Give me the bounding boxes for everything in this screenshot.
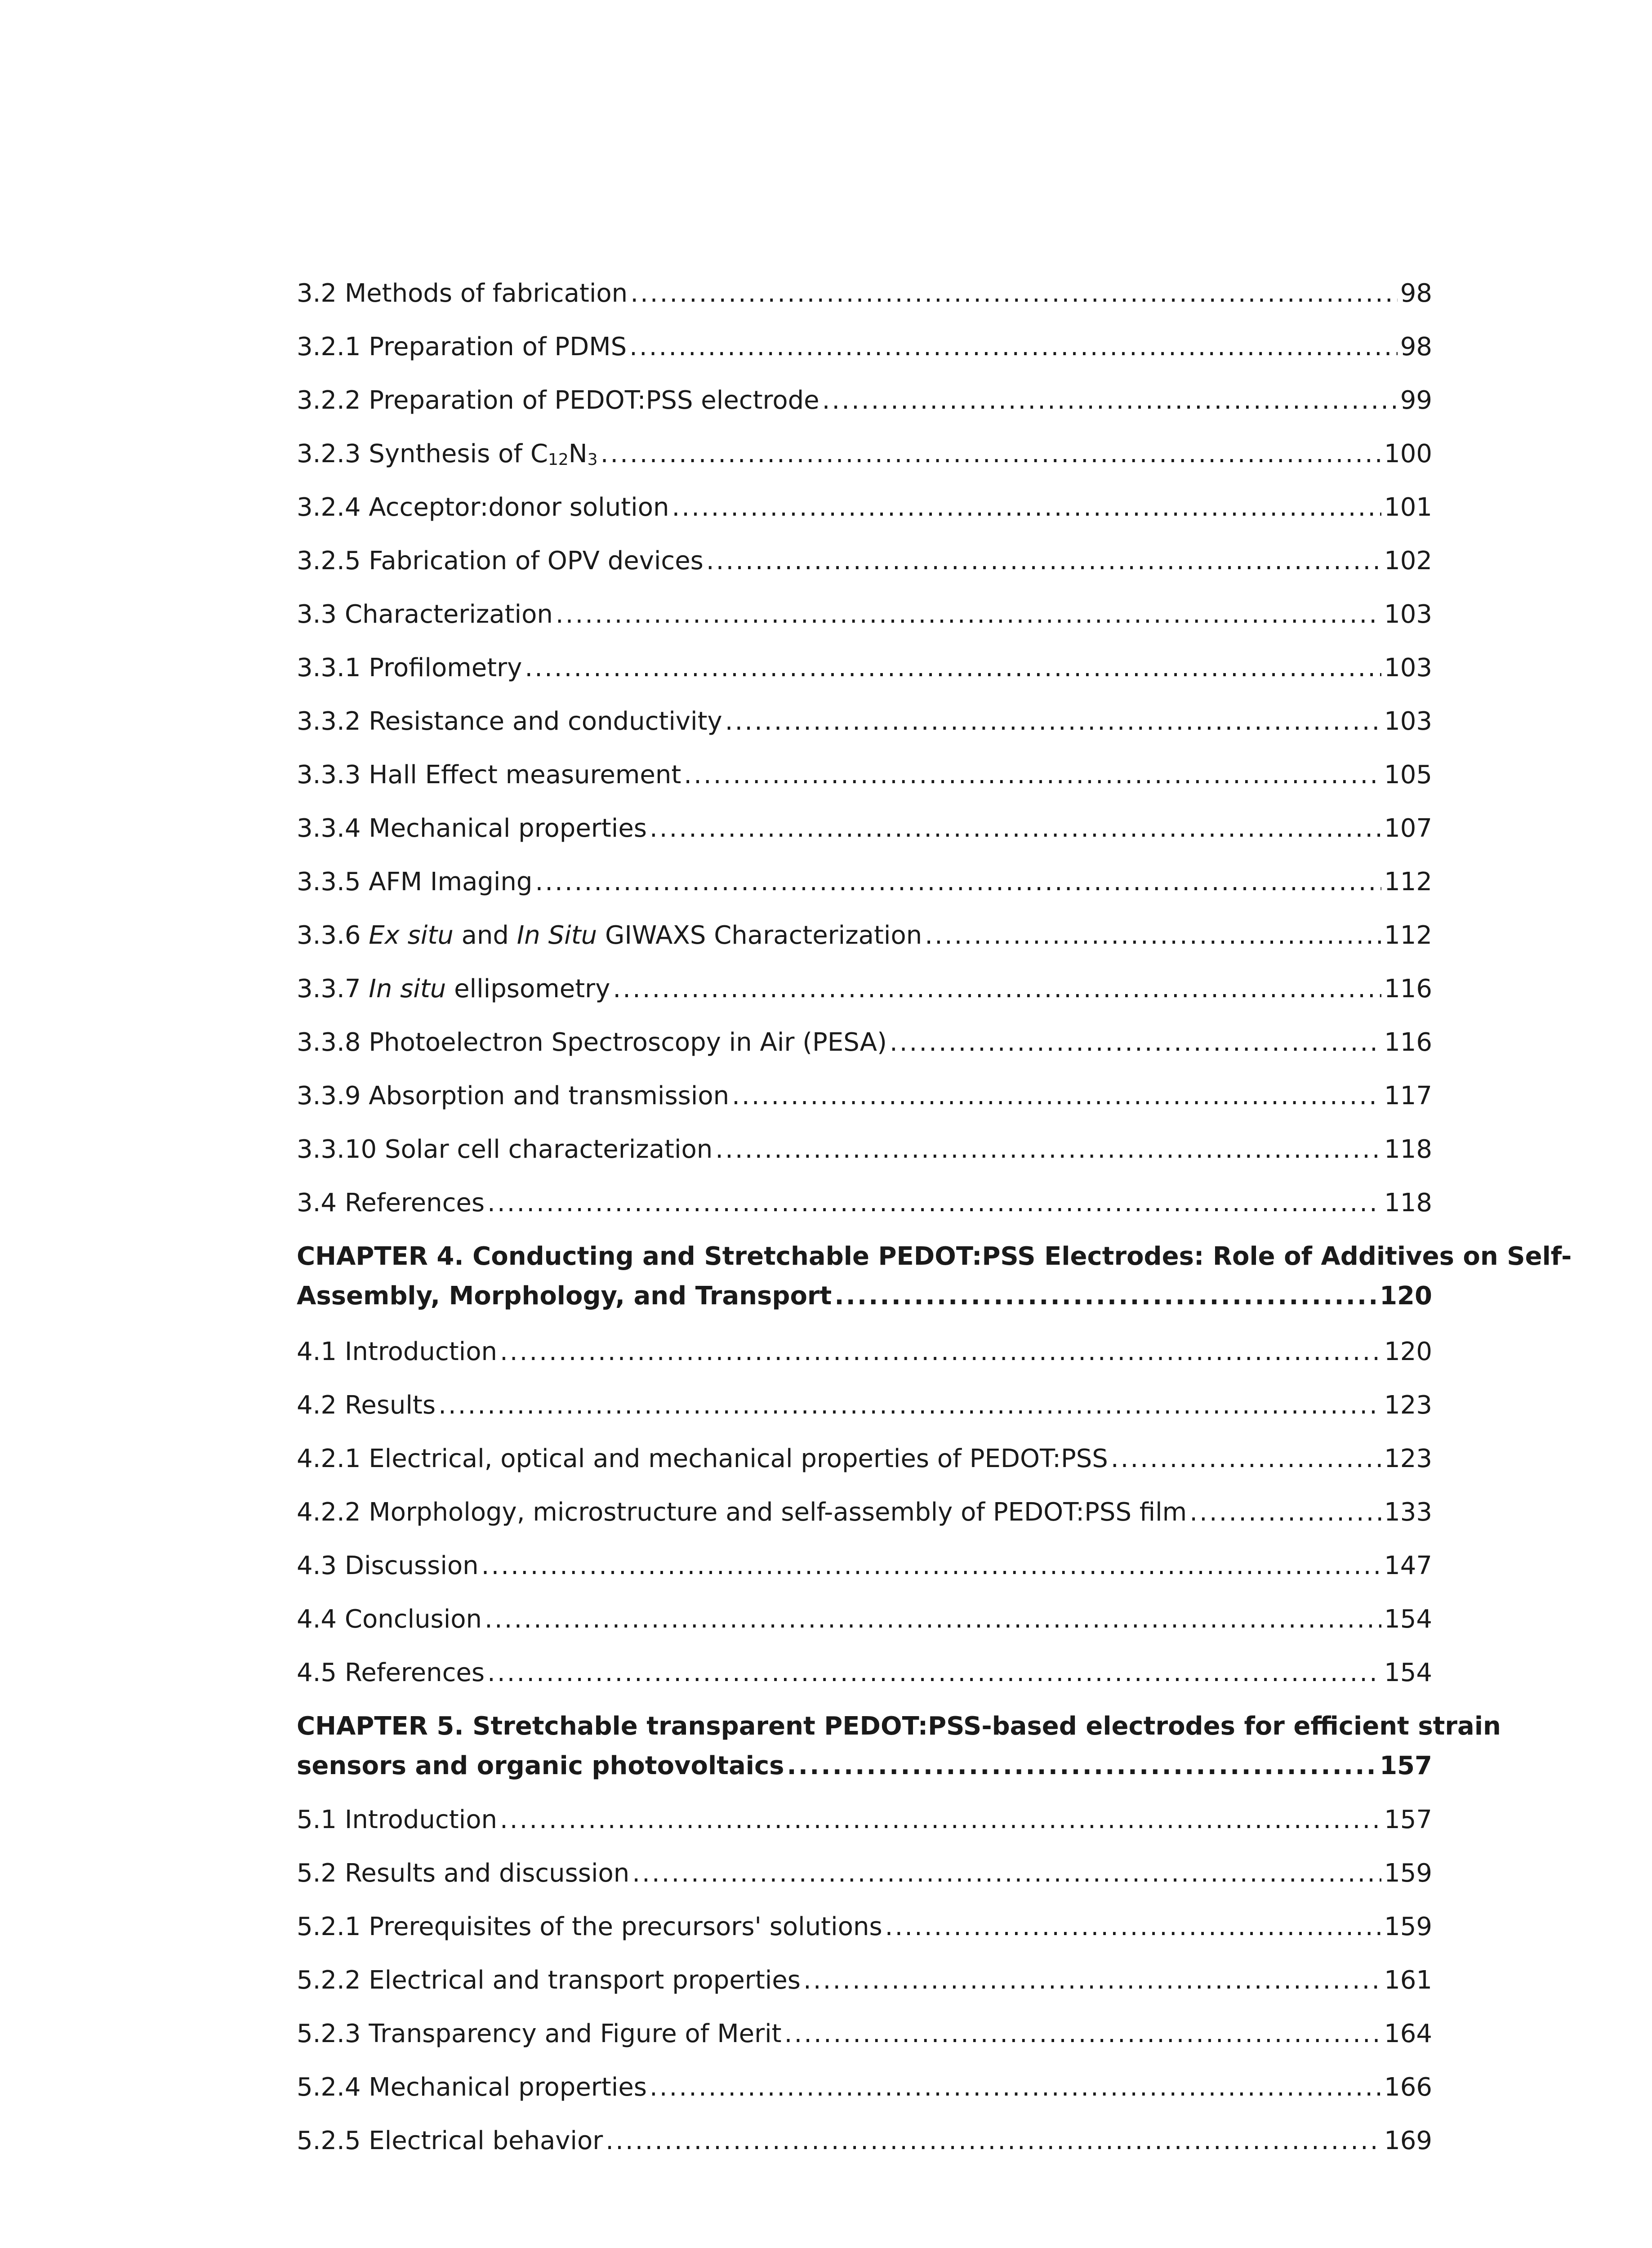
dot-leader — [787, 1750, 1377, 1782]
dot-leader — [629, 331, 1398, 363]
dot-leader — [650, 813, 1381, 844]
toc-entry-title: 4.1 Introduction — [297, 1337, 497, 1366]
toc-entry-title: 3.3.3 Hall Effect measurement — [297, 760, 681, 789]
toc-entry-title: 3.3.2 Resistance and conductivity — [297, 707, 722, 736]
toc-entry[interactable] — [297, 1443, 1432, 1475]
toc-entry-page: 157 — [1384, 1805, 1432, 1834]
dot-leader — [481, 1550, 1381, 1582]
toc-entry-title: 4.3 Discussion — [297, 1551, 479, 1580]
toc-entry-title: 3.2.5 Fabrication of OPV devices — [297, 546, 704, 575]
toc-entry-page: 102 — [1384, 546, 1432, 575]
toc-entry[interactable] — [297, 706, 1432, 737]
toc-entry-title: 5.2.2 Electrical and transport properties — [297, 1966, 801, 1995]
toc-title-text: ellipsometry — [446, 974, 610, 1004]
dot-leader — [1111, 1443, 1381, 1475]
toc-entry-title: 3.3.5 AFM Imaging — [297, 867, 533, 897]
toc-entry[interactable] — [297, 1187, 1432, 1219]
toc-entry-title: 5.2.3 Transparency and Figure of Merit — [297, 2019, 782, 2048]
toc-entry-page: 103 — [1384, 707, 1432, 736]
italic-text: In Situ — [517, 921, 597, 950]
toc-entry[interactable] — [297, 385, 1432, 416]
toc-entry-page: 116 — [1384, 1028, 1432, 1057]
subscript: 12 — [548, 450, 569, 469]
toc-entry-page: 120 — [1380, 1281, 1432, 1311]
toc-entry[interactable] — [297, 1911, 1432, 1943]
dot-leader — [632, 1858, 1381, 1889]
toc-entry[interactable] — [297, 1080, 1432, 1112]
dot-leader — [725, 706, 1381, 737]
toc-entry-page: 98 — [1400, 332, 1432, 361]
toc-entry[interactable] — [297, 1657, 1432, 1689]
dot-leader — [535, 866, 1381, 898]
toc-entry-page: 98 — [1400, 279, 1432, 308]
toc-chapter-entry[interactable] — [297, 1711, 1501, 1782]
toc-entry-title: 3.3.4 Mechanical properties — [297, 814, 647, 843]
toc-entry-page: 157 — [1380, 1751, 1432, 1780]
toc-entry[interactable] — [297, 652, 1432, 684]
toc-entry[interactable] — [297, 1027, 1432, 1058]
toc-entry-page: 103 — [1384, 653, 1432, 682]
toc-entry-page: 164 — [1384, 2019, 1432, 2048]
toc-entry-page: 159 — [1384, 1912, 1432, 1941]
toc-entry-title: 5.2.1 Prerequisites of the precursors' solutions — [297, 1912, 882, 1941]
chapter-title-line: CHAPTER 4. Conducting and Stretchable PEDOT:PSS Electrodes: Role of Additives on Self- — [297, 1242, 1572, 1271]
dot-leader — [485, 1604, 1381, 1635]
toc-entry[interactable] — [297, 973, 1432, 1005]
italic-text: Ex situ — [369, 921, 454, 950]
dot-leader — [684, 759, 1381, 791]
toc-entry-page: 100 — [1384, 439, 1432, 468]
dot-leader — [672, 492, 1381, 523]
toc-entry-page: 161 — [1384, 1966, 1432, 1995]
toc-entry-title: 3.3.10 Solar cell characterization — [297, 1135, 713, 1164]
toc-entry-page: 159 — [1384, 1859, 1432, 1888]
toc-entry-title: 3.3 Characterization — [297, 600, 553, 629]
toc-entry-page: 120 — [1384, 1337, 1432, 1366]
toc-title-text: and — [453, 921, 517, 950]
toc-chapter-entry[interactable] — [297, 1241, 1572, 1312]
toc-entry[interactable] — [297, 1550, 1432, 1582]
toc-entry[interactable] — [297, 278, 1432, 309]
toc-entry-page: 123 — [1384, 1391, 1432, 1420]
toc-entry[interactable] — [297, 1390, 1432, 1421]
toc-entry-page: 103 — [1384, 600, 1432, 629]
toc-entry-title: 3.4 References — [297, 1188, 485, 1218]
dot-leader — [822, 385, 1398, 416]
toc-entry-title: 3.2.4 Acceptor:donor solution — [297, 493, 669, 522]
toc-entry-title: 5.2.5 Electrical behavior — [297, 2126, 603, 2155]
toc-entry-page: 116 — [1384, 974, 1432, 1004]
toc-entry-title: 5.1 Introduction — [297, 1805, 497, 1834]
toc-entry-page: 117 — [1384, 1081, 1432, 1111]
toc-entry[interactable] — [297, 1336, 1432, 1368]
toc-entry-title: 4.4 Conclusion — [297, 1605, 482, 1634]
toc-entry-title: 4.5 References — [297, 1658, 485, 1687]
toc-entry-page: 112 — [1384, 921, 1432, 950]
toc-entry-page: 112 — [1384, 867, 1432, 897]
toc-entry-page: 107 — [1384, 814, 1432, 843]
dot-leader — [525, 652, 1381, 684]
toc-entry[interactable] — [297, 813, 1432, 844]
dot-leader — [487, 1657, 1381, 1689]
dot-leader — [732, 1080, 1381, 1112]
toc-entry[interactable] — [297, 1858, 1432, 1889]
dot-leader — [1189, 1497, 1381, 1528]
dot-leader — [715, 1134, 1381, 1165]
dot-leader — [487, 1187, 1381, 1219]
toc-entry-page: 118 — [1384, 1188, 1432, 1218]
toc-entry-page: 154 — [1384, 1605, 1432, 1634]
toc-entry-title — [297, 973, 610, 1005]
toc-entry-title: 5.2 Results and discussion — [297, 1859, 630, 1888]
dot-leader — [556, 599, 1381, 630]
toc-entry-title — [297, 920, 922, 951]
toc-entry[interactable] — [297, 545, 1432, 577]
chapter-title-line: CHAPTER 5. Stretchable transparent PEDOT:PSS-based electrodes for efficient strain — [297, 1712, 1501, 1741]
toc-entry-title: 4.2 Results — [297, 1391, 436, 1420]
toc-entry-page: 118 — [1384, 1135, 1432, 1164]
toc-entry-page: 101 — [1384, 493, 1432, 522]
dot-leader — [438, 1390, 1381, 1421]
toc-entry-page: 147 — [1384, 1551, 1432, 1580]
toc-entry-title: 3.2 Methods of fabrication — [297, 279, 628, 308]
dot-leader — [613, 973, 1381, 1005]
toc-entry[interactable] — [297, 1804, 1432, 1836]
toc-entry-title: 4.2.1 Electrical, optical and mechanical properties of PEDOT:PSS — [297, 1444, 1108, 1473]
toc-title-text: 3.3.6 — [297, 921, 369, 950]
toc-entry-title: 3.2.2 Preparation of PEDOT:PSS electrode — [297, 386, 819, 415]
dot-leader — [834, 1280, 1377, 1312]
toc-title-text: N — [568, 439, 588, 468]
toc-entry[interactable] — [297, 438, 1432, 470]
toc-entry[interactable] — [297, 331, 1432, 363]
dot-leader — [706, 545, 1381, 577]
toc-entry[interactable] — [297, 759, 1432, 791]
dot-leader — [601, 438, 1382, 470]
toc-entry-title: 3.3.8 Photoelectron Spectroscopy in Air (PESA) — [297, 1028, 887, 1057]
toc-entry-page: 99 — [1400, 386, 1432, 415]
toc-entry-page: 154 — [1384, 1658, 1432, 1687]
dot-leader — [500, 1336, 1381, 1368]
toc-title-text: GIWAXS Characterization — [597, 921, 922, 950]
italic-text: In situ — [369, 974, 446, 1004]
chapter-title-line: sensors and organic photovoltaics — [297, 1751, 784, 1780]
toc-entry[interactable] — [297, 2125, 1432, 2157]
dot-leader — [890, 1027, 1381, 1058]
dot-leader — [803, 1965, 1381, 1996]
toc-entry-title: 5.2.4 Mechanical properties — [297, 2073, 647, 2102]
toc-entry-page: 169 — [1384, 2126, 1432, 2155]
dot-leader — [650, 2072, 1381, 2103]
dot-leader — [630, 278, 1398, 309]
subscript: 3 — [587, 450, 598, 469]
toc-entry-title: 3.2.1 Preparation of PDMS — [297, 332, 627, 361]
chapter-title-line: Assembly, Morphology, and Transport — [297, 1281, 832, 1311]
toc-entry-page: 123 — [1384, 1444, 1432, 1473]
toc-entry-page: 166 — [1384, 2073, 1432, 2102]
toc-entry[interactable] — [297, 1134, 1432, 1165]
dot-leader — [500, 1804, 1381, 1836]
toc-entry-title: 4.2.2 Morphology, microstructure and self-assembly of PEDOT:PSS film — [297, 1498, 1187, 1527]
toc-entry[interactable] — [297, 1965, 1432, 1996]
dot-leader — [784, 2018, 1381, 2050]
toc-entry[interactable] — [297, 492, 1432, 523]
dot-leader — [925, 920, 1381, 951]
toc-entry-title: 3.3.9 Absorption and transmission — [297, 1081, 730, 1111]
toc-entry-title: 3.3.1 Profilometry — [297, 653, 522, 682]
toc-title-text: 3.2.3 Synthesis of C — [297, 439, 548, 468]
toc-entry[interactable] — [297, 599, 1432, 630]
toc-entry[interactable] — [297, 1604, 1432, 1635]
toc-entry[interactable] — [297, 866, 1432, 898]
dot-leader — [606, 2125, 1381, 2157]
toc-entry-page: 105 — [1384, 760, 1432, 789]
toc-entry-title — [297, 438, 598, 470]
toc-entry[interactable] — [297, 1497, 1432, 1528]
dot-leader — [885, 1911, 1381, 1943]
toc-entry[interactable] — [297, 2072, 1432, 2103]
toc-entry[interactable] — [297, 920, 1432, 951]
toc-entry[interactable] — [297, 2018, 1432, 2050]
toc-title-text: 3.3.7 — [297, 974, 369, 1004]
toc-entry-page: 133 — [1384, 1498, 1432, 1527]
